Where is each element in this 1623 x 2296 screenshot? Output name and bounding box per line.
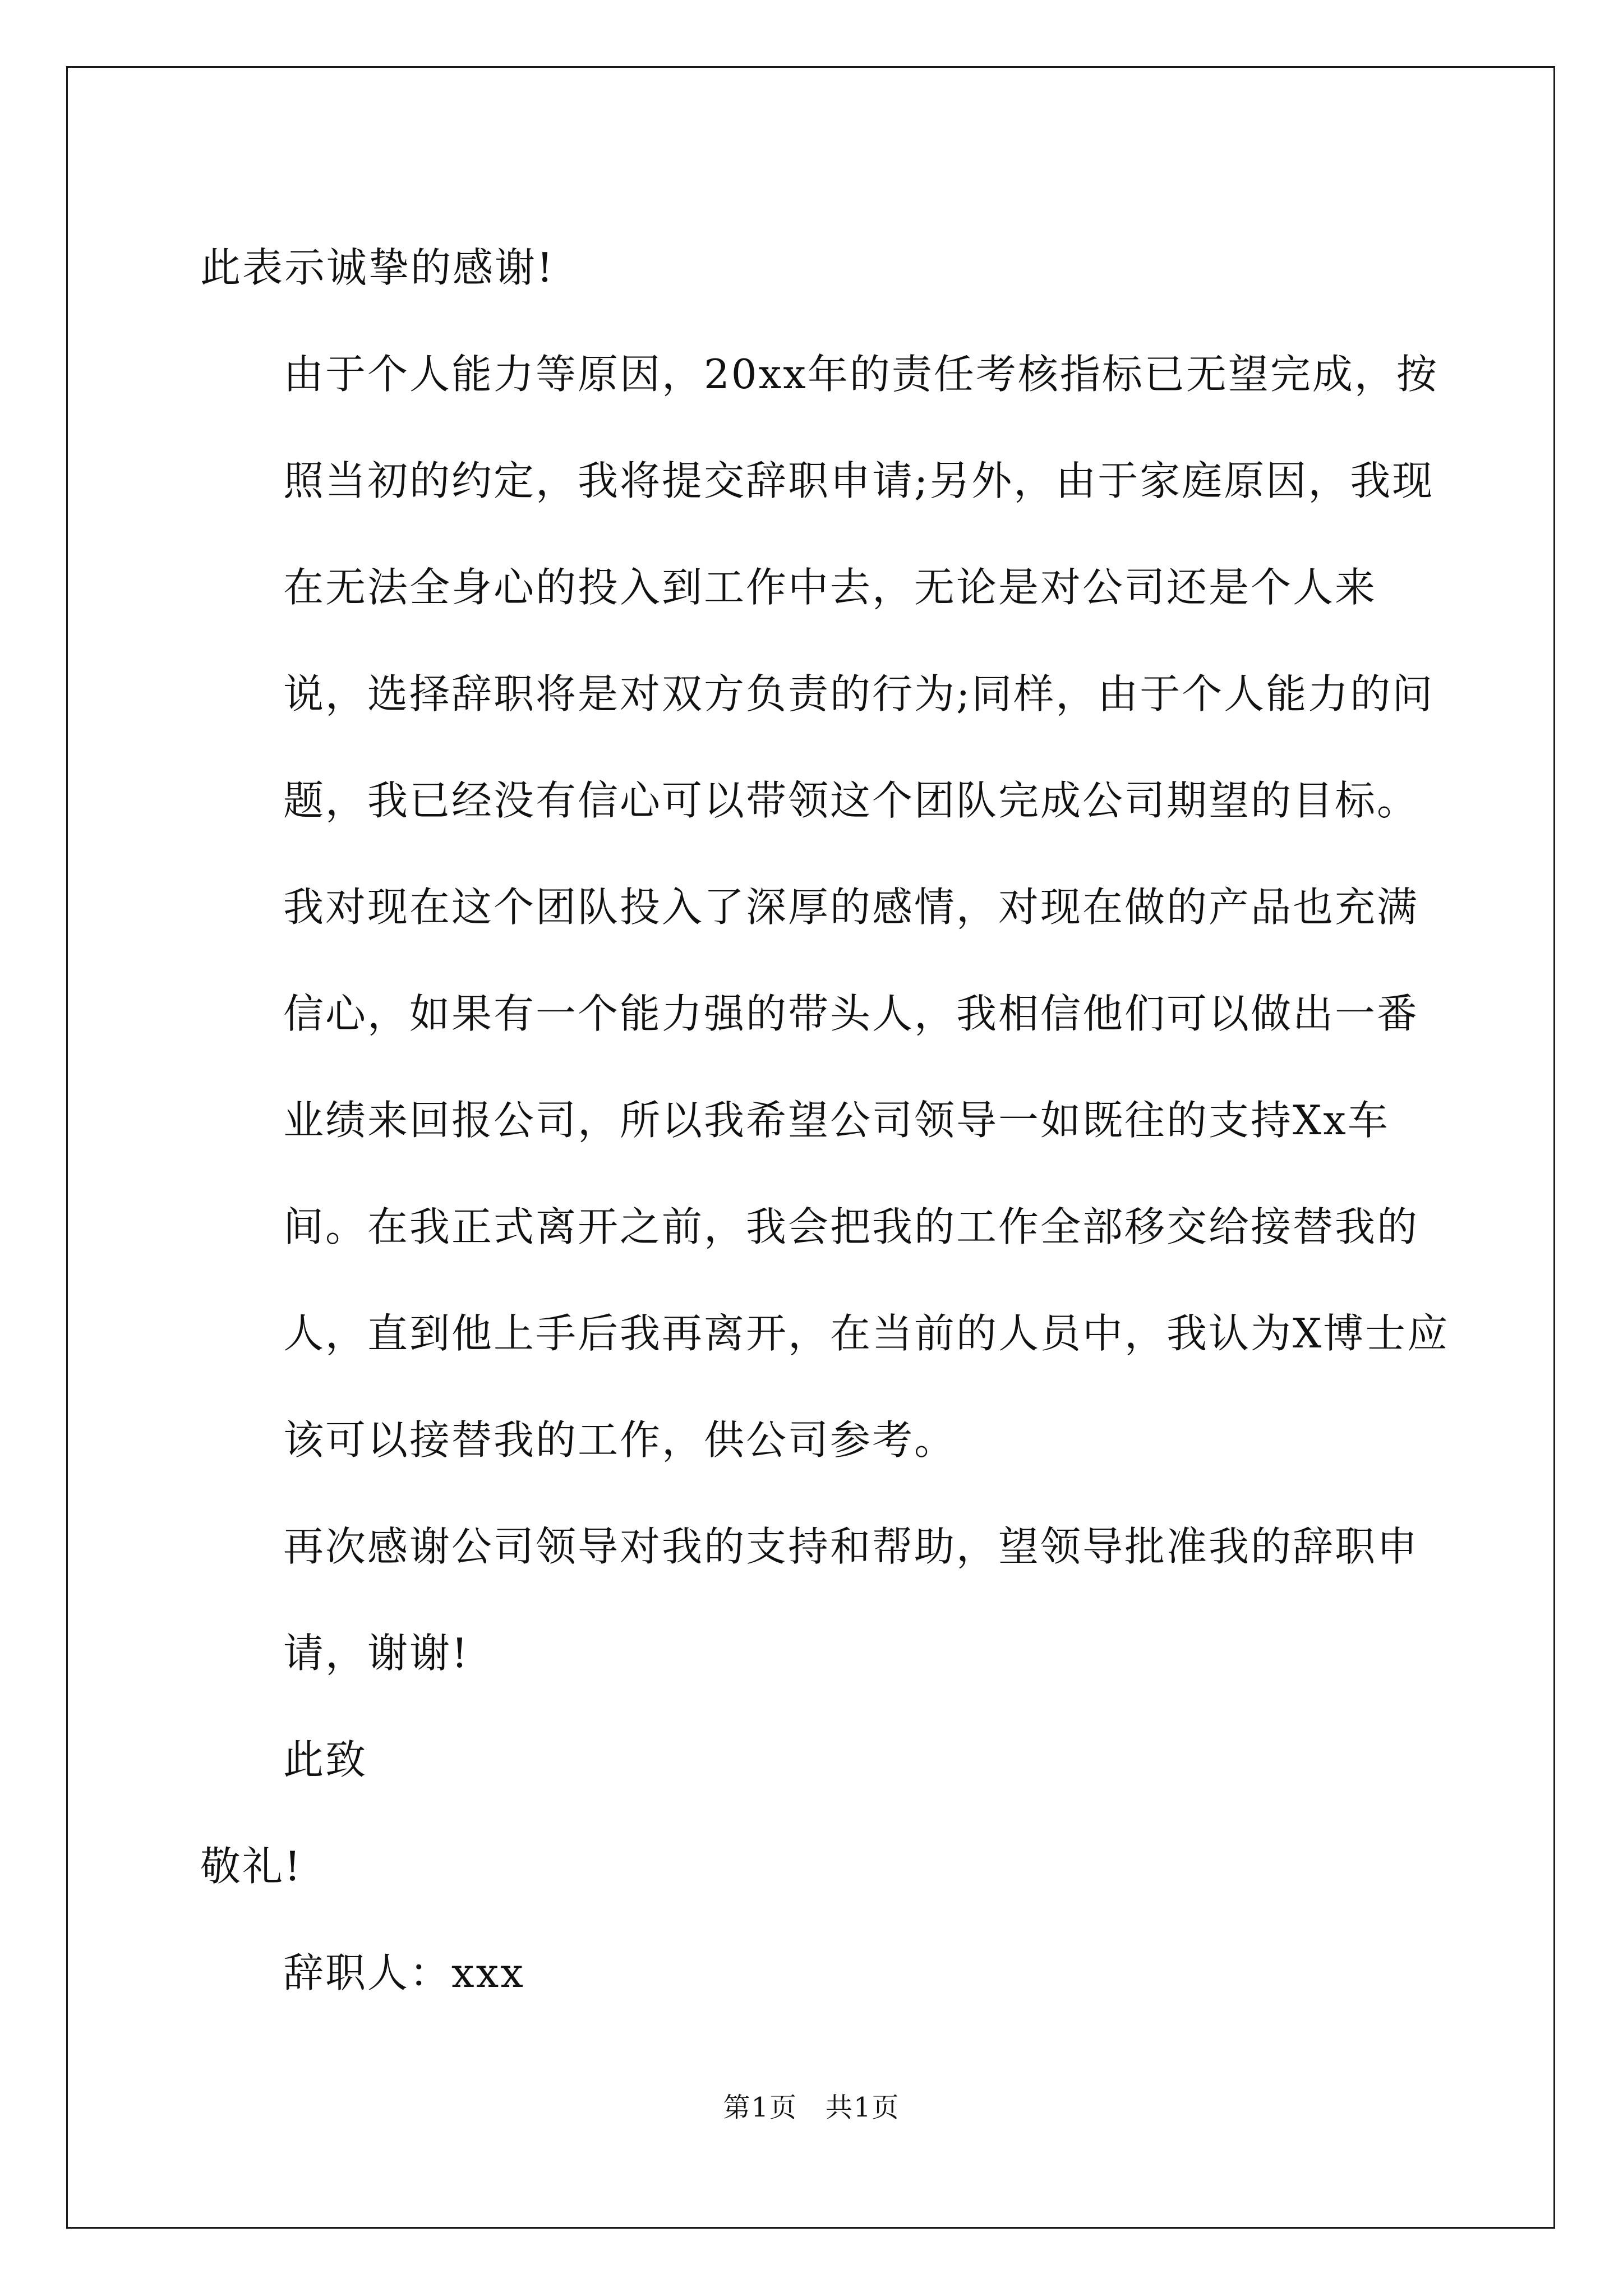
paragraph-reason: 由于个人能力等原因，20xx年的责任考核指标已无望完成，按照当初的约定，我将提交辞职申请;另外，由于家庭原因，我现在无法全身心的投入到工作中去，无论是对公司还是个人来说，选择辞职将是对双方负责的行为;同样，由于个人能力的问题，我已经没有信心可以带领这个团队完成公司期望的目标。 [283,351,1438,824]
signature-line: 辞职人：xxx [283,1949,525,1996]
salutation-cizhi: 此致 [283,1736,368,1783]
paragraph-team: 我对现在这个团队投入了深厚的感情，对现在做的产品也充满信心，如果有一个能力强的带头人，我相信他们可以做出一番业绩来回报公司，所以我希望公司领导一如既往的支持Xx车间。在我正式离开之前，我会把我的工作全部移交给接替我的人，直到他上手后我再离开，在当前的人员中，我认为X博士应该可以接替我的工作，供公司参考。 [283,884,1450,1464]
paragraph-closing-thanks: 再次感谢公司领导对我的支持和帮助，望领导批准我的辞职申请，谢谢! [283,1523,1419,1677]
letter-body [200,214,1451,2026]
page-number-footer: 第1页 共1页 [723,2092,900,2123]
salutation-jingli: 敬礼! [200,1843,302,1890]
paragraph-thanks: 此表示诚挚的感谢! [200,244,555,291]
